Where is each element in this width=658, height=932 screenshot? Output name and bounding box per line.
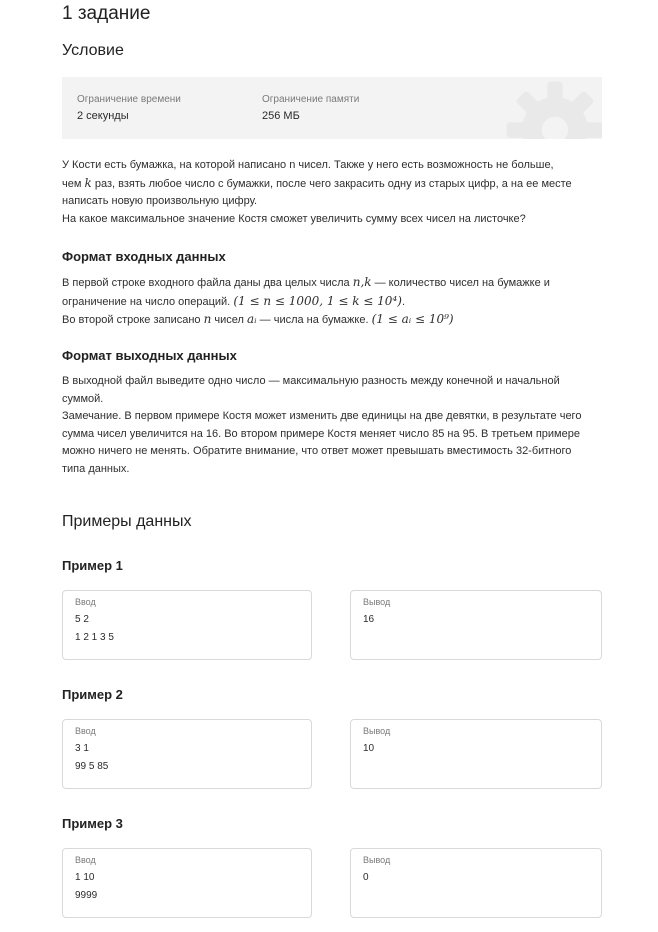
math-k: k bbox=[84, 175, 92, 190]
text: . bbox=[401, 295, 405, 308]
example-input-box[interactable] bbox=[62, 848, 312, 918]
text: В первой строке входного файла даны два целых числа bbox=[62, 277, 350, 289]
limits-panel bbox=[62, 77, 602, 139]
math-ai: aᵢ bbox=[247, 312, 257, 326]
example-output-text[interactable]: 10 bbox=[363, 743, 375, 754]
output-format-text bbox=[62, 373, 602, 478]
output-format-line: В выходной файл выведите одно число — максимальную разность между конечной и начальной bbox=[62, 375, 560, 387]
example-input-text[interactable]: 5 2 1 2 1 3 5 bbox=[75, 614, 114, 643]
example-title: Пример 1 bbox=[62, 558, 123, 573]
input-label: Ввод bbox=[75, 726, 96, 736]
memory-limit-value: 256 МБ bbox=[262, 110, 300, 122]
time-limit-label: Ограничение времени bbox=[77, 94, 181, 105]
math-n: n bbox=[203, 312, 212, 326]
output-format-line: типа данных. bbox=[62, 462, 130, 475]
time-limit-value: 2 секунды bbox=[77, 110, 129, 122]
output-format-line: суммой. bbox=[62, 392, 104, 405]
memory-limit-label: Ограничение памяти bbox=[262, 94, 360, 105]
output-label: Вывод bbox=[363, 597, 391, 607]
text: чисел bbox=[214, 314, 244, 326]
output-format-line: Замечание. В первом примере Костя может изменить две единицы на две девятки, в результате чего bbox=[62, 410, 582, 422]
input-label: Ввод bbox=[75, 855, 96, 865]
task-title: 1 задание bbox=[62, 3, 151, 24]
example-input-box[interactable] bbox=[62, 719, 312, 789]
statement-line bbox=[62, 175, 602, 194]
input-format-line bbox=[62, 274, 602, 293]
example-output-text[interactable]: 16 bbox=[363, 614, 375, 625]
statement-line: У Кости есть бумажка, на которой написано n чисел. Также у него есть возможность не больше, bbox=[62, 159, 554, 171]
example-output-text[interactable]: 0 bbox=[363, 872, 369, 883]
problem-statement bbox=[62, 157, 602, 228]
gear-icon bbox=[500, 77, 602, 139]
text: — числа на бумажке. bbox=[259, 314, 369, 326]
examples-heading: Примеры данных bbox=[62, 513, 192, 530]
math-constraints: (1 ≤ n ≤ 1000, 1 ≤ k ≤ 10⁴) bbox=[233, 293, 402, 308]
example-title: Пример 3 bbox=[62, 816, 123, 831]
example-output-box[interactable] bbox=[350, 590, 602, 660]
example-input-box[interactable] bbox=[62, 590, 312, 660]
output-label: Вывод bbox=[363, 726, 391, 736]
input-format-line bbox=[62, 311, 602, 330]
math-nk: n,k bbox=[352, 275, 372, 289]
statement-line: написать новую произвольную цифру. bbox=[62, 195, 258, 207]
example-output-box[interactable] bbox=[350, 719, 602, 789]
input-label: Ввод bbox=[75, 597, 96, 607]
output-format-line: сумма чисел увеличится на 16. Во втором примере Костя меняет число 85 на 95. В третьем примере bbox=[62, 427, 580, 440]
example-input-text[interactable]: 1 10 9999 bbox=[75, 872, 98, 901]
output-format-line: можно ничего не менять. Обратите внимание, что ответ может превышать вместимость 32-битного bbox=[62, 445, 572, 457]
output-label: Вывод bbox=[363, 855, 391, 865]
statement-line: На какое максимальное значение Костя сможет увеличить сумму всех чисел на листочке? bbox=[62, 212, 526, 225]
math-ai-range: (1 ≤ aᵢ ≤ 10⁹) bbox=[371, 312, 454, 326]
input-format-line bbox=[62, 293, 602, 312]
condition-heading: Условие bbox=[62, 42, 124, 59]
statement-text: раз, взять любое число с бумажки, после чего закрасить одну из старых цифр, а на ее месте bbox=[94, 177, 572, 190]
input-format-text bbox=[62, 274, 602, 330]
text: Во второй строке записано bbox=[62, 314, 201, 326]
statement-text: чем bbox=[62, 177, 82, 190]
example-input-text[interactable]: 3 1 99 5 85 bbox=[75, 743, 109, 772]
text: — количество чисел на бумажке и bbox=[374, 277, 550, 289]
example-output-box[interactable] bbox=[350, 848, 602, 918]
text: ограничение на число операций. bbox=[62, 295, 231, 308]
example-title: Пример 2 bbox=[62, 687, 123, 702]
output-format-heading: Формат выходных данных bbox=[62, 348, 237, 363]
input-format-heading: Формат входных данных bbox=[62, 249, 226, 264]
